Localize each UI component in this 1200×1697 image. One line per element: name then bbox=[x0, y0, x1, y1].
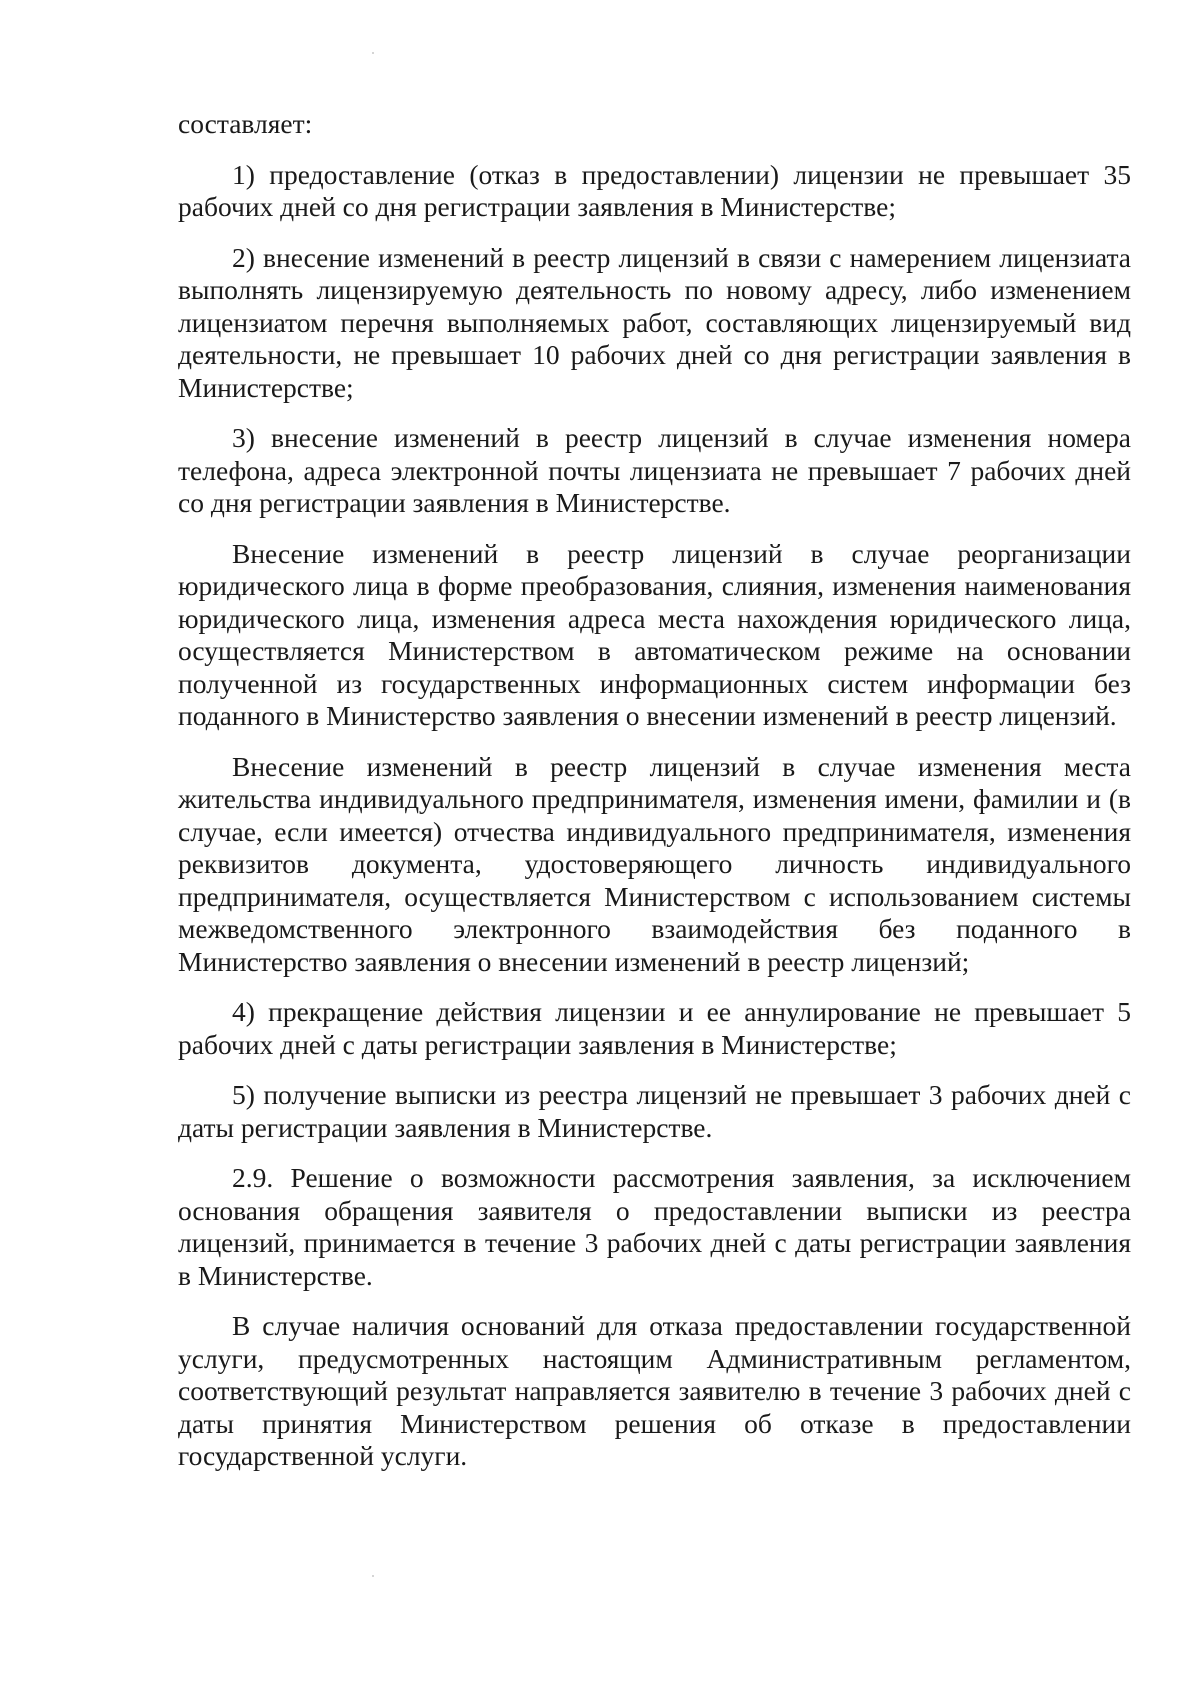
scan-speck bbox=[372, 1575, 374, 1577]
paragraph-intro: составляет: bbox=[178, 108, 313, 139]
paragraph-refusal: В случае наличия оснований для отказа предоставлении государственной услуги, предусмотренных настоящим Административным регламентом, соответствующий результат направляется заявителю в течение 3 рабочих дней с даты принятия Министерством решения об отказе в предоставлении государственной услуги. bbox=[178, 1310, 1131, 1471]
paragraph-item-4: 4) прекращение действия лицензии и ее аннулирование не превышает 5 рабочих дней с даты регистрации заявления в Министерстве; bbox=[178, 996, 1131, 1060]
scan-speck bbox=[372, 52, 374, 54]
paragraph-item-5: 5) получение выписки из реестра лицензий не превышает 3 рабочих дней с даты регистрации заявления в Министерстве. bbox=[178, 1079, 1131, 1143]
document-body bbox=[178, 108, 1131, 1491]
paragraph-item-2: 2) внесение изменений в реестр лицензий в связи с намерением лицензиата выполнять лицензируемую деятельность по новому адресу, либо изменением лицензиатом перечня выполняемых работ, составляющих лицензируемый вид деятельности, не превышает 10 рабочих дней со дня регистрации заявления в Министерстве; bbox=[178, 241, 1131, 403]
paragraph-item-3: 3) внесение изменений в реестр лицензий в случае изменения номера телефона, адреса электронной почты лицензиата не превышает 7 рабочих дней со дня регистрации заявления в Министерстве. bbox=[178, 422, 1131, 518]
paragraph-legal-entity-changes: Внесение изменений в реестр лицензий в случае реорганизации юридического лица в форме преобразования, слияния, изменения наименования юридического лица, изменения адреса места нахождения юридического лица, осуществляется Министерством в автоматическом режиме на основании полученной из государственных информационных систем информации без поданного в Министерство заявления о внесении изменений в реестр лицензий. bbox=[178, 537, 1131, 731]
paragraph-entrepreneur-changes: Внесение изменений в реестр лицензий в случае изменения места жительства индивидуального предпринимателя, изменения имени, фамилии и (в случае, если имеется) отчества индивидуального предпринимателя, изменения реквизитов документа, удостоверяющего личность индивидуального предпринимателя, осуществляется Министерством с использованием системы межведомственного электронного взаимодействия без поданного в Министерство заявления о внесении изменений в реестр лицензий; bbox=[178, 750, 1131, 977]
paragraph-item-1: 1) предоставление (отказ в предоставлении) лицензии не превышает 35 рабочих дней со дня регистрации заявления в Министерстве; bbox=[178, 158, 1131, 222]
paragraph-section-2-9: 2.9. Решение о возможности рассмотрения заявления, за исключением основания обращения заявителя о предоставлении выписки из реестра лицензий, принимается в течение 3 рабочих дней с даты регистрации заявления в Министерстве. bbox=[178, 1162, 1131, 1291]
